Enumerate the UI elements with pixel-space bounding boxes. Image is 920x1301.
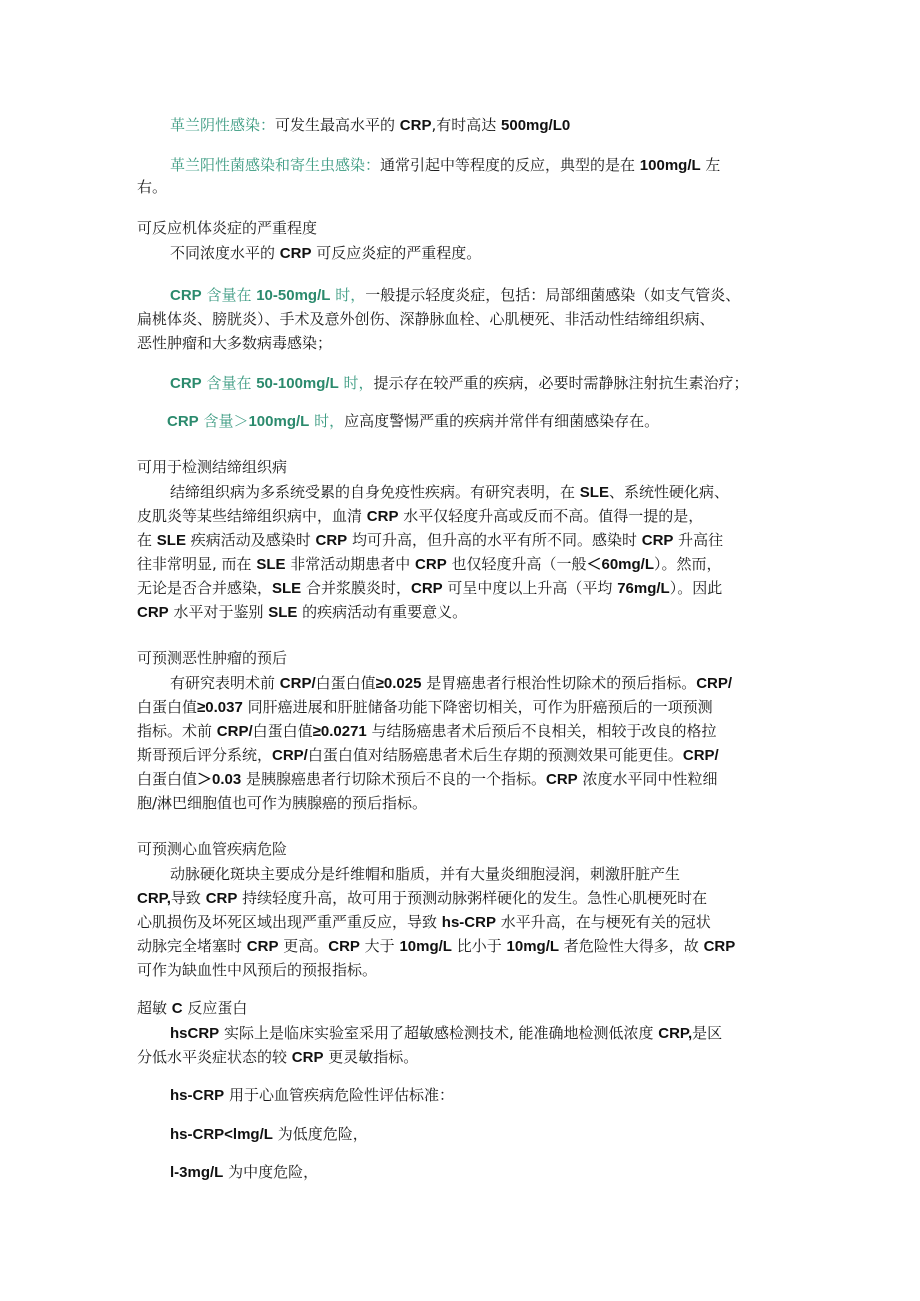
term: CRP (167, 413, 199, 430)
term: CRP (170, 375, 202, 392)
value: 100mg/L (639, 157, 701, 174)
text: ,有时高达 (431, 116, 502, 134)
range-value: 10-50mg/L (256, 287, 331, 304)
paragraph-line: 心肌损伤及坏死区域出现严重严重反应，导致 hs-CRP 水平升高，在与梗死有关的冠状 (137, 913, 711, 931)
value: 500mg/L0 (501, 117, 571, 134)
severity-level-3 (167, 411, 659, 432)
text: 一般提示轻度炎症，包括：局部细菌感染（如支气管炎、 (365, 286, 741, 304)
severity-level-1-line-3: 恶性肿瘤和大多数病毒感染； (137, 334, 333, 352)
range-value: 50-100mg/L (256, 375, 339, 392)
gram-negative-line (170, 115, 570, 136)
severity-level-1 (170, 285, 740, 306)
paragraph-line: 斯哥预后评分系统，CRP/白蛋白值对结肠癌患者术后生存期的预测效果可能更佳。CRP/ (137, 746, 719, 764)
term: CRP (279, 245, 312, 262)
text: 左 (700, 156, 721, 174)
text: 可反应炎症的严重程度。 (311, 244, 482, 262)
paragraph-line: 结缔组织病为多系统受累的自身免疫性疾病。有研究表明，在 SLE、系统性硬化病、 (170, 483, 729, 501)
paragraph-line: 动脉完全堵塞时 CRP 更高。CRP 大于 10mg/L 比小于 10mg/L 者危险性大得多，故 CRP (137, 937, 736, 955)
text: 含量在 (201, 374, 257, 392)
section-heading-tumor: 可预测恶性肿瘤的预后 (137, 649, 288, 667)
severity-level-1-line-2: 扁桃体炎、膀胱炎）、手术及意外创伤、深静脉血栓、心肌梗死、非活动性结缔组织病、 (137, 310, 715, 328)
term: CRP (399, 117, 432, 134)
gram-positive-line (170, 155, 720, 176)
paragraph-line: 有研究表明术前 CRP/白蛋白值≥0.025 是胃癌患者行根治性切除术的预后指标。CRP/ (170, 674, 733, 692)
criteria-item: l-3mg/L 为中度危险， (170, 1163, 319, 1181)
paragraph-line: CRP 水平对于鉴别 SLE 的疾病活动有重要意义。 (137, 603, 468, 621)
severity-intro (170, 243, 481, 264)
section-heading-severity: 可反应机体炎症的严重程度 (137, 219, 318, 237)
paragraph-line: 无论是否合并感染，SLE 合并浆膜炎时，CRP 可呈中度以上升高（平均 76mg/L）。因此 (137, 579, 723, 597)
range-value: 100mg/L (248, 413, 310, 430)
paragraph-line: 分低水平炎症状态的较 CRP 更灵敏指标。 (137, 1048, 419, 1066)
paragraph-line: 皮肌炎等某些结缔组织病中，血清 CRP 水平仅轻度升高或反而不高。值得一提的是， (137, 507, 704, 525)
paragraph-line: 动脉硬化斑块主要成分是纤维帽和脂质，并有大量炎细胞浸润，刺激肝脏产生 (170, 865, 681, 883)
paragraph-line: CRP,导致 CRP 持续轻度升高，故可用于预测动脉粥样硬化的发生。急性心肌梗死时在 (137, 889, 708, 907)
text: 含量＞ (198, 412, 249, 430)
paragraph-line: 指标。术前 CRP/白蛋白值≥0.0271 与结肠癌患者术后预后不良相关，相较于改良的格拉 (137, 722, 717, 740)
paragraph-line: 往非常明显, 而在 SLE 非常活动期患者中 CRP 也仅轻度升高（一般＜60mg/L）。然而， (137, 555, 722, 573)
paragraph-line: 可作为缺血性中风预后的预报指标。 (137, 961, 378, 979)
section-heading-hscrp: 超敏 C 反应蛋白 (137, 999, 248, 1017)
text: 时， (330, 286, 366, 304)
paragraph-line: 白蛋白值＞0.03 是胰腺癌患者行切除术预后不良的一个指标。CRP 浓度水平同中性粒细 (137, 770, 718, 788)
paragraph-line: hsCRP 实际上是临床实验室采用了超敏感检测技术, 能准确地检测低浓度 CRP,是区 (170, 1024, 723, 1042)
text: 应高度警惕严重的疾病并常伴有细菌感染存在。 (344, 412, 660, 430)
text: 时， (338, 374, 374, 392)
paragraph-line: 胞/淋巴细胞值也可作为胰腺癌的预后指标。 (137, 794, 428, 812)
text: 可发生最高水平的 (275, 116, 400, 134)
criteria-item: hs-CRP<lmg/L 为低度危险， (170, 1125, 368, 1143)
term: CRP (170, 287, 202, 304)
text: 提示存在较严重的疾病，必要时需静脉注射抗生素治疗； (373, 374, 749, 392)
severity-level-2 (170, 373, 749, 394)
paragraph-line: 白蛋白值≥0.037 同肝癌进展和肝脏储备功能下降密切相关，可作为肝癌预后的一项预测 (137, 698, 713, 716)
text: 时， (309, 412, 345, 430)
section-heading-connective: 可用于检测结缔组织病 (137, 458, 288, 476)
section-heading-cardio: 可预测心血管疾病危险 (137, 840, 288, 858)
text: 通常引起中等程度的反应，典型的是在 (380, 156, 640, 174)
text: 不同浓度水平的 (170, 244, 280, 262)
gram-positive-line-2: 右。 (137, 178, 168, 196)
paragraph-line: 在 SLE 疾病活动及感染时 CRP 均可升高，但升高的水平有所不同。感染时 CRP 升高往 (137, 531, 724, 549)
text: 含量在 (201, 286, 257, 304)
gram-positive-label: 革兰阳性菌感染和寄生虫感染： (170, 156, 381, 174)
gram-negative-label: 革兰阴性感染： (170, 116, 276, 134)
criteria-title: hs-CRP 用于心血管疾病危险性评估标准： (170, 1086, 454, 1104)
